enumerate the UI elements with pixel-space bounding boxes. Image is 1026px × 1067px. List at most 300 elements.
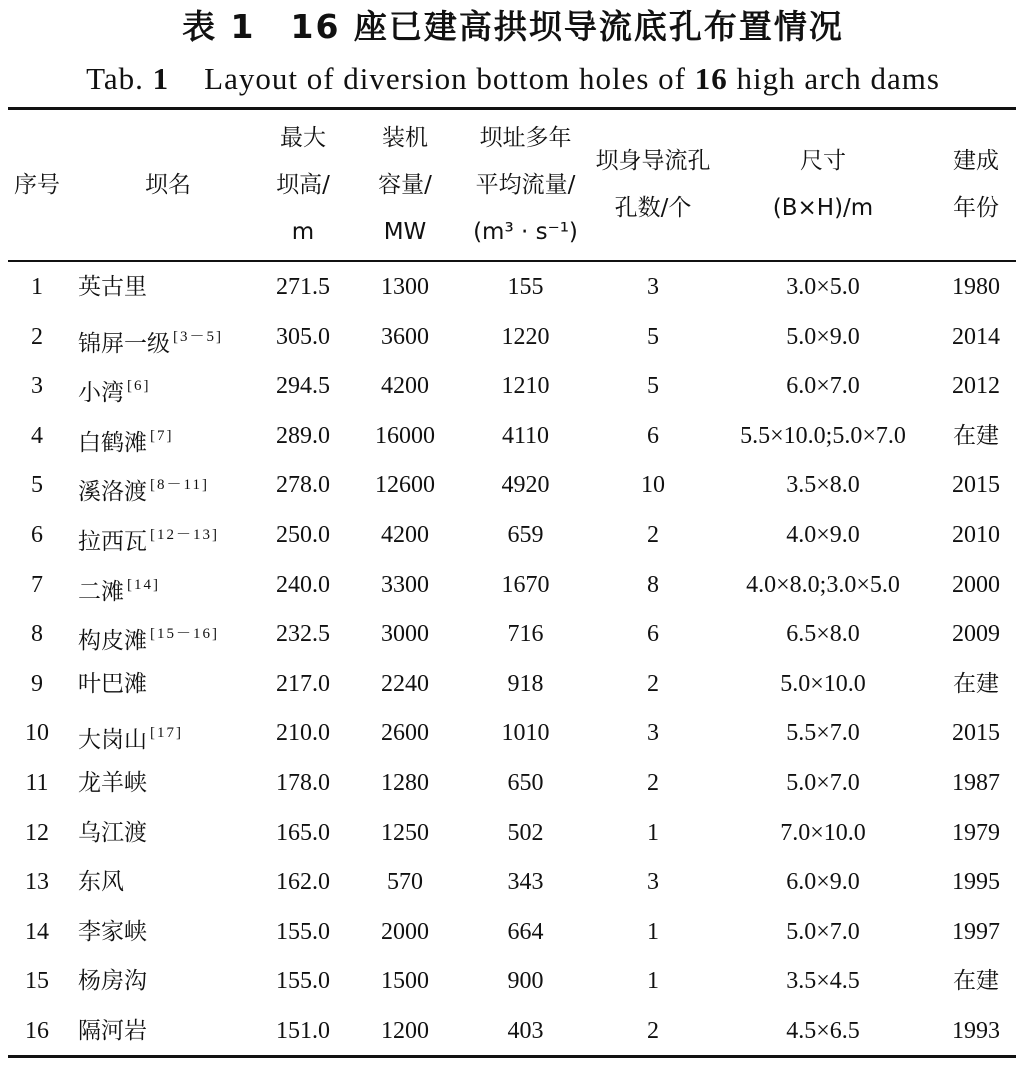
header-holes-line: 坝身导流孔 [595,148,711,174]
cell-name [78,610,268,660]
cell-size [718,362,928,412]
cell-year [938,809,1014,859]
cell-capacity [360,957,450,1007]
cell-size-text: 5.0×7.0 [786,918,860,945]
cell-capacity [360,412,450,462]
cell-name-text: 锦屏一级 [78,330,170,357]
cell-year [938,660,1014,710]
cell-name [78,412,268,462]
cell-year-text: 2009 [952,621,1000,648]
header-flow-line: 坝址多年 [479,124,572,151]
header-year-line: 建成 [953,148,999,174]
cell-size-text: 4.0×9.0 [786,521,860,548]
cell-capacity [360,610,450,660]
cell-holes-text: 1 [647,968,659,995]
cell-height-text: 162.0 [276,869,330,896]
cell-holes-text: 6 [647,621,659,648]
table-row [8,759,1016,809]
header-height [258,112,348,258]
table-bottom-rule [8,1055,1016,1058]
cell-holes [598,511,708,561]
cell-flow [463,858,588,908]
header-size [718,112,928,258]
cell-size [718,610,928,660]
cell-height-text: 305.0 [276,323,330,350]
cell-no-text: 7 [31,571,43,598]
cell-name-text: 叶巴滩 [78,670,147,697]
cell-flow [463,362,588,412]
cell-height-text: 250.0 [276,521,330,548]
header-capacity-line: 装机 [382,124,428,151]
header-flow [463,112,588,258]
cell-name [78,709,268,759]
cell-no [8,610,66,660]
title-en-suffix: high arch dams [736,61,940,96]
cell-capacity-text: 1300 [381,274,429,300]
header-name [78,112,258,258]
title-en-prefix: Tab. [86,61,144,96]
cell-height [258,957,348,1007]
cell-year [938,561,1014,611]
cell-name-text: 隔河岩 [78,1017,147,1044]
cell-flow-text: 1010 [501,720,550,747]
cell-no [8,1007,66,1057]
cell-capacity-text: 12600 [375,472,435,499]
cell-size-text: 3.5×4.5 [786,968,860,995]
cell-height [258,908,348,958]
cell-name-text: 英古里 [78,274,147,300]
cell-flow [463,610,588,660]
cell-holes-text: 10 [641,472,665,499]
cell-capacity-text: 1200 [381,1017,429,1044]
cell-no-text: 4 [31,422,43,449]
table-row [8,263,1016,313]
cell-capacity-text: 570 [387,869,423,896]
cell-holes [598,858,708,908]
title-en-num: 1 [152,61,170,96]
cell-holes [598,660,708,710]
table-row [8,313,1016,363]
cell-flow-text: 1210 [501,373,550,400]
cell-height [258,362,348,412]
cell-height-text: 278.0 [276,472,330,499]
cell-size-text: 6.5×8.0 [786,621,860,648]
cell-name-text: 白鹤滩 [78,429,147,456]
cell-no-text: 2 [31,323,43,350]
cell-holes [598,1007,708,1057]
cell-no-text: 5 [31,472,43,499]
cell-name-text: 拉西瓦 [78,528,147,555]
cell-size-text: 3.5×8.0 [786,472,860,499]
cell-capacity-text: 16000 [375,422,435,449]
cell-year-text: 1987 [952,769,1000,796]
cell-capacity-text: 3600 [381,323,429,350]
table-row [8,561,1016,611]
cell-name-text: 小湾 [78,380,124,407]
cell-height [258,709,348,759]
cell-height [258,511,348,561]
cell-flow [463,511,588,561]
cell-height-text: 210.0 [276,720,330,747]
cell-name [78,1007,268,1057]
cell-holes-text: 3 [647,274,659,300]
cell-holes [598,263,708,313]
cell-size-text: 7.0×10.0 [780,819,866,846]
cell-flow-text: 659 [507,521,544,548]
cell-holes [598,759,708,809]
cell-name [78,263,268,313]
cell-holes [598,412,708,462]
cell-year [938,610,1014,660]
cell-no-text: 10 [25,720,49,747]
cell-capacity [360,908,450,958]
cell-flow [463,759,588,809]
cell-height [258,313,348,363]
cell-name [78,461,268,511]
cell-flow [463,957,588,1007]
cell-no [8,908,66,958]
cell-holes-text: 6 [647,422,659,449]
cell-height-text: 151.0 [276,1017,330,1044]
cell-height [258,759,348,809]
cell-name-text: 二滩 [78,578,124,605]
cell-name-text: 溪洛渡 [78,479,147,506]
cell-holes-text: 1 [647,918,659,945]
cell-size [718,1007,928,1057]
cell-no [8,412,66,462]
cell-name [78,313,268,363]
header-height-line: 坝高/ [276,171,330,198]
header-name-line: 坝名 [145,171,191,198]
cell-capacity [360,263,450,313]
cell-holes [598,561,708,611]
cell-flow [463,461,588,511]
cell-name [78,362,268,412]
cell-holes [598,362,708,412]
header-flow-line: (m³ · s⁻¹) [473,218,578,245]
cell-height-text: 155.0 [276,918,330,945]
cell-flow [463,561,588,611]
cell-no-text: 8 [31,621,43,648]
cell-year-text: 1993 [952,1017,1000,1044]
cell-no [8,957,66,1007]
cell-height [258,809,348,859]
cell-capacity-text: 4200 [381,373,429,400]
cell-capacity [360,660,450,710]
cell-height-text: 240.0 [276,571,330,598]
cell-size [718,412,928,462]
header-height-line: 最大 [280,124,326,151]
table-row [8,610,1016,660]
cell-year-text: 2014 [952,323,1000,350]
cell-size-text: 5.0×10.0 [780,670,866,697]
cell-flow-text: 900 [507,968,544,995]
cell-year [938,362,1014,412]
cell-no-text: 16 [25,1017,49,1044]
citation-ref: [17] [150,725,183,742]
cell-year [938,858,1014,908]
cell-capacity [360,362,450,412]
cell-no [8,561,66,611]
cell-name-text: 李家峡 [78,918,147,945]
cell-name [78,660,268,710]
cell-size [718,809,928,859]
cell-flow-text: 403 [507,1017,544,1044]
cell-name [78,511,268,561]
table-row [8,709,1016,759]
cell-size-text: 3.0×5.0 [786,274,860,300]
cell-holes-text: 3 [647,720,659,747]
cell-height-text: 271.5 [276,274,330,300]
table-row [8,809,1016,859]
cell-size [718,461,928,511]
table-body [8,263,1016,1057]
cell-capacity-text: 2600 [381,720,429,747]
table-row [8,461,1016,511]
citation-ref: [3－5] [173,328,223,345]
cell-year [938,1007,1014,1057]
cell-holes [598,908,708,958]
cell-year-text: 2012 [952,373,1000,400]
cell-height-text: 217.0 [276,670,330,697]
cell-no [8,709,66,759]
cell-year-text: 1979 [952,819,1000,846]
table-header-rule [8,260,1016,262]
cell-size [718,511,928,561]
cell-size-text: 5.0×9.0 [786,323,860,350]
cell-no [8,461,66,511]
cell-flow [463,660,588,710]
cell-flow-text: 716 [507,621,544,648]
cell-capacity [360,709,450,759]
citation-ref: [7] [150,427,174,444]
cell-year-text: 2000 [952,571,1000,598]
cell-size [718,908,928,958]
table-row [8,1007,1016,1057]
cell-size-text: 4.5×6.5 [786,1017,860,1044]
cell-capacity [360,511,450,561]
cell-size-text: 5.5×10.0;5.0×7.0 [740,422,906,449]
cell-holes-text: 5 [647,373,659,400]
cell-year-text: 2015 [952,472,1000,499]
cell-flow-text: 4920 [501,472,550,499]
cell-capacity [360,313,450,363]
cell-no [8,511,66,561]
header-no-line: 序号 [14,171,60,198]
cell-year [938,511,1014,561]
cell-name [78,809,268,859]
cell-holes-text: 3 [647,869,659,896]
cell-year-text: 1980 [952,274,1000,300]
cell-year [938,263,1014,313]
cell-year-text: 2010 [952,521,1000,548]
cell-height [258,610,348,660]
cell-flow [463,313,588,363]
cell-size [718,759,928,809]
cell-name [78,858,268,908]
cell-no-text: 15 [25,968,49,995]
header-holes [595,112,711,258]
cell-flow-text: 502 [507,819,544,846]
cell-holes-text: 1 [647,819,659,846]
header-holes-line: 孔数/个 [614,195,692,221]
citation-ref: [12－13] [150,526,219,543]
cell-flow-text: 4110 [501,422,550,449]
table-row [8,957,1016,1007]
header-capacity-line: MW [383,218,427,245]
cell-holes [598,461,708,511]
cell-capacity-text: 1500 [381,968,429,995]
citation-ref: [8－11] [150,477,209,494]
cell-capacity [360,759,450,809]
cell-year-text: 在建 [953,968,999,995]
cell-height-text: 165.0 [276,819,330,846]
cell-size [718,660,928,710]
cell-size [718,858,928,908]
cell-holes-text: 2 [647,670,659,697]
cell-holes-text: 2 [647,1017,659,1044]
cell-no [8,858,66,908]
cell-no [8,759,66,809]
header-year-line: 年份 [953,195,999,221]
cell-capacity-text: 3000 [381,621,429,648]
cell-capacity-text: 2240 [381,670,429,697]
cell-capacity [360,858,450,908]
cell-year-text: 在建 [953,670,999,697]
table-title-en [0,56,1026,102]
table-row [8,511,1016,561]
header-no [8,112,66,258]
header-capacity-line: 容量/ [378,171,432,198]
cell-size [718,263,928,313]
cell-capacity [360,1007,450,1057]
cell-holes-text: 2 [647,769,659,796]
cell-height [258,660,348,710]
cell-holes-text: 2 [647,521,659,548]
title-en-text: Layout of diversion bottom holes of [204,61,686,96]
cell-no [8,313,66,363]
cell-holes-text: 8 [647,571,659,598]
table-row [8,412,1016,462]
table-top-rule [8,107,1016,110]
cell-year-text: 1997 [952,918,1000,945]
cell-size-text: 5.5×7.0 [786,720,860,747]
cell-flow-text: 918 [507,670,544,697]
cell-year-text: 1995 [952,869,1000,896]
table-header [8,112,1016,258]
cell-flow [463,412,588,462]
cell-name-text: 大岗山 [78,727,147,754]
cell-no-text: 6 [31,521,43,548]
cell-height-text: 155.0 [276,968,330,995]
cell-capacity-text: 1250 [381,819,429,846]
cell-height [258,561,348,611]
table-title-cn: 表 1 16 座已建高拱坝导流底孔布置情况 [182,7,844,46]
cell-height-text: 178.0 [276,769,330,796]
cell-capacity-text: 3300 [381,571,429,598]
citation-ref: [15－16] [150,626,219,643]
cell-flow-text: 155 [507,274,544,300]
cell-size [718,709,928,759]
table-row [8,908,1016,958]
cell-name-text: 乌江渡 [78,819,147,846]
cell-name [78,561,268,611]
cell-no-text: 14 [25,918,49,945]
table-row [8,362,1016,412]
cell-flow-text: 664 [507,918,544,945]
cell-name-text: 龙羊峡 [78,769,147,796]
table-row [8,858,1016,908]
cell-flow-text: 343 [507,869,544,896]
cell-year [938,957,1014,1007]
header-size-line: (B×H)/m [772,195,874,221]
cell-year [938,759,1014,809]
cell-flow [463,263,588,313]
header-size-line: 尺寸 [800,148,846,174]
table-row [8,660,1016,710]
cell-size [718,957,928,1007]
cell-holes-text: 5 [647,323,659,350]
cell-holes [598,709,708,759]
header-height-line: m [291,218,315,245]
cell-no [8,660,66,710]
header-flow-line: 平均流量/ [475,171,576,198]
cell-holes [598,610,708,660]
cell-height [258,461,348,511]
cell-no-text: 13 [25,869,49,896]
cell-size-text: 4.0×8.0;3.0×5.0 [746,571,900,598]
cell-holes [598,809,708,859]
citation-ref: [6] [127,378,151,395]
cell-size-text: 6.0×9.0 [786,869,860,896]
cell-no-text: 12 [25,819,49,846]
cell-year-text: 在建 [953,422,999,449]
cell-year-text: 2015 [952,720,1000,747]
cell-capacity [360,809,450,859]
cell-holes [598,957,708,1007]
cell-no [8,809,66,859]
cell-year [938,709,1014,759]
header-year [938,112,1014,258]
cell-no [8,362,66,412]
cell-year [938,412,1014,462]
cell-flow-text: 1670 [501,571,550,598]
cell-flow [463,1007,588,1057]
cell-flow [463,709,588,759]
cell-height [258,263,348,313]
cell-name-text: 杨房沟 [78,968,147,995]
cell-size [718,561,928,611]
cell-name [78,908,268,958]
cell-no [8,263,66,313]
cell-capacity-text: 2000 [381,918,429,945]
citation-ref: [14] [127,576,160,593]
cell-capacity [360,561,450,611]
cell-no-text: 3 [31,373,43,400]
header-capacity [360,112,450,258]
cell-no-text: 1 [31,274,43,300]
cell-capacity [360,461,450,511]
cell-year [938,313,1014,363]
cell-year [938,461,1014,511]
cell-name-text: 构皮滩 [78,628,147,655]
cell-name [78,957,268,1007]
cell-flow [463,908,588,958]
cell-holes [598,313,708,363]
cell-height [258,1007,348,1057]
cell-name [78,759,268,809]
cell-height-text: 289.0 [276,422,330,449]
